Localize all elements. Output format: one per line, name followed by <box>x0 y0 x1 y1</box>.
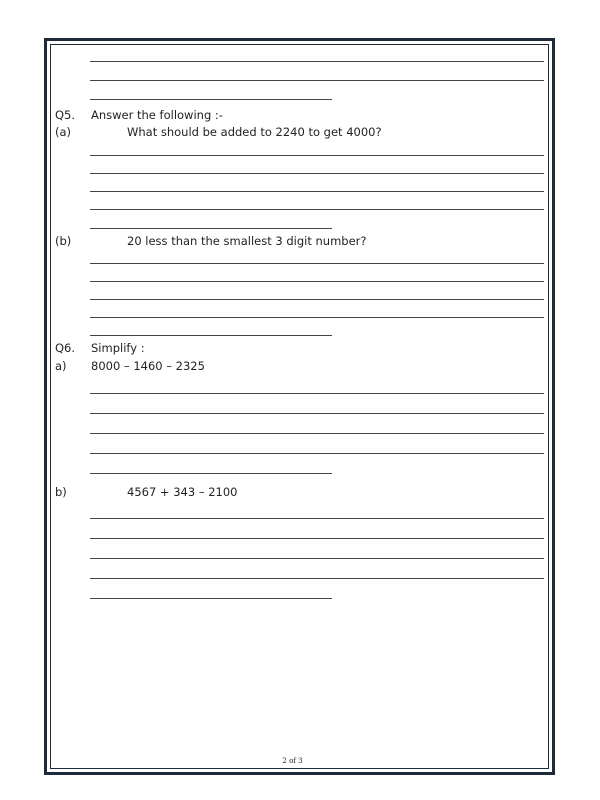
q5-instruction: Answer the following :- <box>91 108 223 122</box>
answer-line <box>90 155 544 156</box>
answer-line <box>90 453 544 454</box>
answer-line <box>90 317 544 318</box>
q6-instruction: Simplify : <box>91 341 145 355</box>
answer-line <box>90 393 544 394</box>
page-border-inner <box>50 44 549 769</box>
answer-line <box>90 335 332 336</box>
answer-line <box>90 281 544 282</box>
q6b-expression: 4567 + 343 – 2100 <box>127 485 238 499</box>
answer-line <box>90 209 544 210</box>
q5a-label: (a) <box>55 125 72 139</box>
q6-number: Q6. <box>55 341 76 355</box>
answer-line <box>90 518 544 519</box>
answer-line <box>90 228 332 229</box>
answer-line <box>90 299 544 300</box>
answer-line <box>90 413 544 414</box>
page-border <box>44 38 555 775</box>
answer-line <box>90 61 544 62</box>
q6a-expression: 8000 – 1460 – 2325 <box>91 359 205 373</box>
answer-line <box>90 598 332 599</box>
answer-line <box>90 558 544 559</box>
q5b-label: (b) <box>55 234 72 248</box>
answer-line <box>90 173 544 174</box>
q6a-label: a) <box>55 359 67 373</box>
answer-line <box>90 433 544 434</box>
answer-line <box>90 191 544 192</box>
q6b-label: b) <box>55 485 67 499</box>
answer-line <box>90 80 544 81</box>
q5a-text: What should be added to 2240 to get 4000? <box>127 125 382 139</box>
answer-line <box>90 538 544 539</box>
answer-line <box>90 263 544 264</box>
answer-line <box>90 473 332 474</box>
answer-line <box>90 99 332 100</box>
q5b-text: 20 less than the smallest 3 digit number? <box>127 234 367 248</box>
q5-number: Q5. <box>55 108 76 122</box>
page-number: 2 of 3 <box>282 757 303 765</box>
answer-line <box>90 578 544 579</box>
